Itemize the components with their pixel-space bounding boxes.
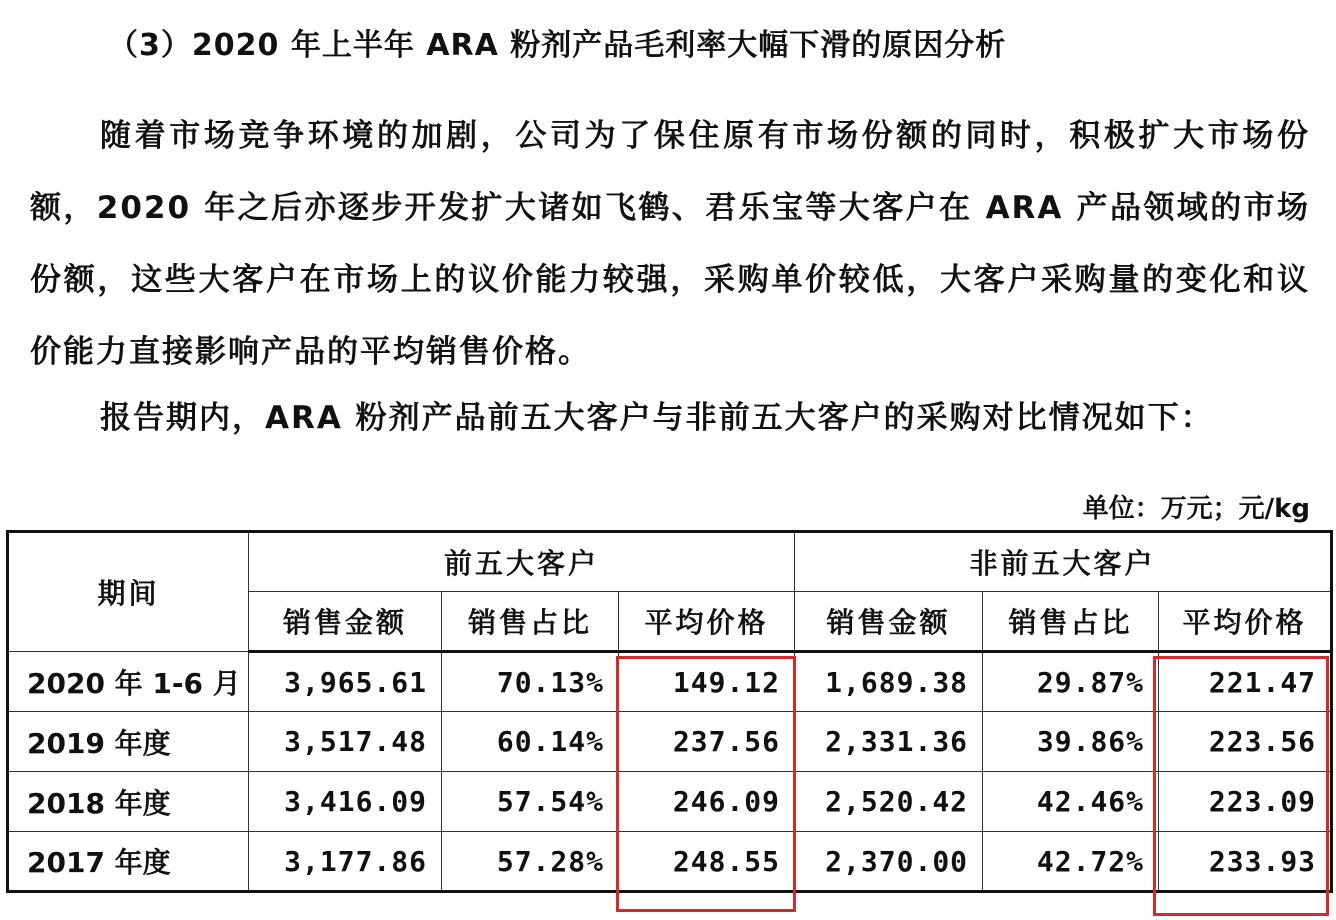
non-top5-sales-share-header: 销售占比 [983,592,1159,652]
non-top5-price-cell: 233.93 [1159,832,1332,892]
table-header-row-groups [8,532,1332,592]
table-row [8,712,1332,772]
section-heading: （3）2020 年上半年 ARA 粉剂产品毛利率大幅下滑的原因分析 [108,28,1007,63]
non-top5-share-cell: 42.46% [983,772,1159,832]
top5-sales-share-header: 销售占比 [442,592,619,652]
analysis-paragraph: 随着市场竞争环境的加剧，公司为了保住原有市场份额的同时，积极扩大市场份额，2020 年之后亦逐步开发扩大诸如飞鹤、君乐宝等大客户在 ARA 产品领域的市场份额，这些大客户在市场上的议价能力较强，采购单价较低，大客户采购量的变化和议价能力直接影响产品的平均销售价格。 [30,118,1310,370]
non-top5-amount-cell: 2,520.42 [795,772,983,832]
top5-price-cell: 149.12 [619,652,795,712]
top5-share-cell: 57.28% [442,832,619,892]
non-top5-share-cell: 39.86% [983,712,1159,772]
top5-amount-cell: 3,965.61 [249,652,442,712]
table-row [8,832,1332,892]
top5-group-header: 前五大客户 [249,532,795,592]
unit-label: 单位：万元；元/kg [1082,494,1310,524]
non-top5-amount-cell: 2,370.00 [795,832,983,892]
non-top5-amount-cell: 1,689.38 [795,652,983,712]
top5-amount-cell: 3,416.09 [249,772,442,832]
table-row [8,652,1332,712]
top5-share-cell: 70.13% [442,652,619,712]
period-cell: 2019 年度 [8,712,249,772]
period-cell: 2017 年度 [8,832,249,892]
top5-share-cell: 57.54% [442,772,619,832]
non-top5-share-cell: 42.72% [983,832,1159,892]
top5-sales-amount-header: 销售金额 [249,592,442,652]
top5-amount-cell: 3,517.48 [249,712,442,772]
top5-share-cell: 60.14% [442,712,619,772]
top5-amount-cell: 3,177.86 [249,832,442,892]
period-cell: 2020 年 1-6 月 [8,652,249,712]
intro-paragraph: 报告期内，ARA 粉剂产品前五大客户与非前五大客户的采购对比情况如下： [100,400,1214,436]
non-top5-avg-price-header: 平均价格 [1159,592,1332,652]
non-top5-price-cell: 223.56 [1159,712,1332,772]
table-row [8,772,1332,832]
customer-comparison-table [6,530,1333,893]
top5-price-cell: 237.56 [619,712,795,772]
non-top5-amount-cell: 2,331.36 [795,712,983,772]
period-header: 期间 [8,532,249,652]
non-top5-group-header: 非前五大客户 [795,532,1332,592]
top5-price-cell: 246.09 [619,772,795,832]
period-cell: 2018 年度 [8,772,249,832]
top5-price-cell: 248.55 [619,832,795,892]
non-top5-share-cell: 29.87% [983,652,1159,712]
non-top5-price-cell: 221.47 [1159,652,1332,712]
non-top5-price-cell: 223.09 [1159,772,1332,832]
non-top5-sales-amount-header: 销售金额 [795,592,983,652]
top5-avg-price-header: 平均价格 [619,592,795,652]
